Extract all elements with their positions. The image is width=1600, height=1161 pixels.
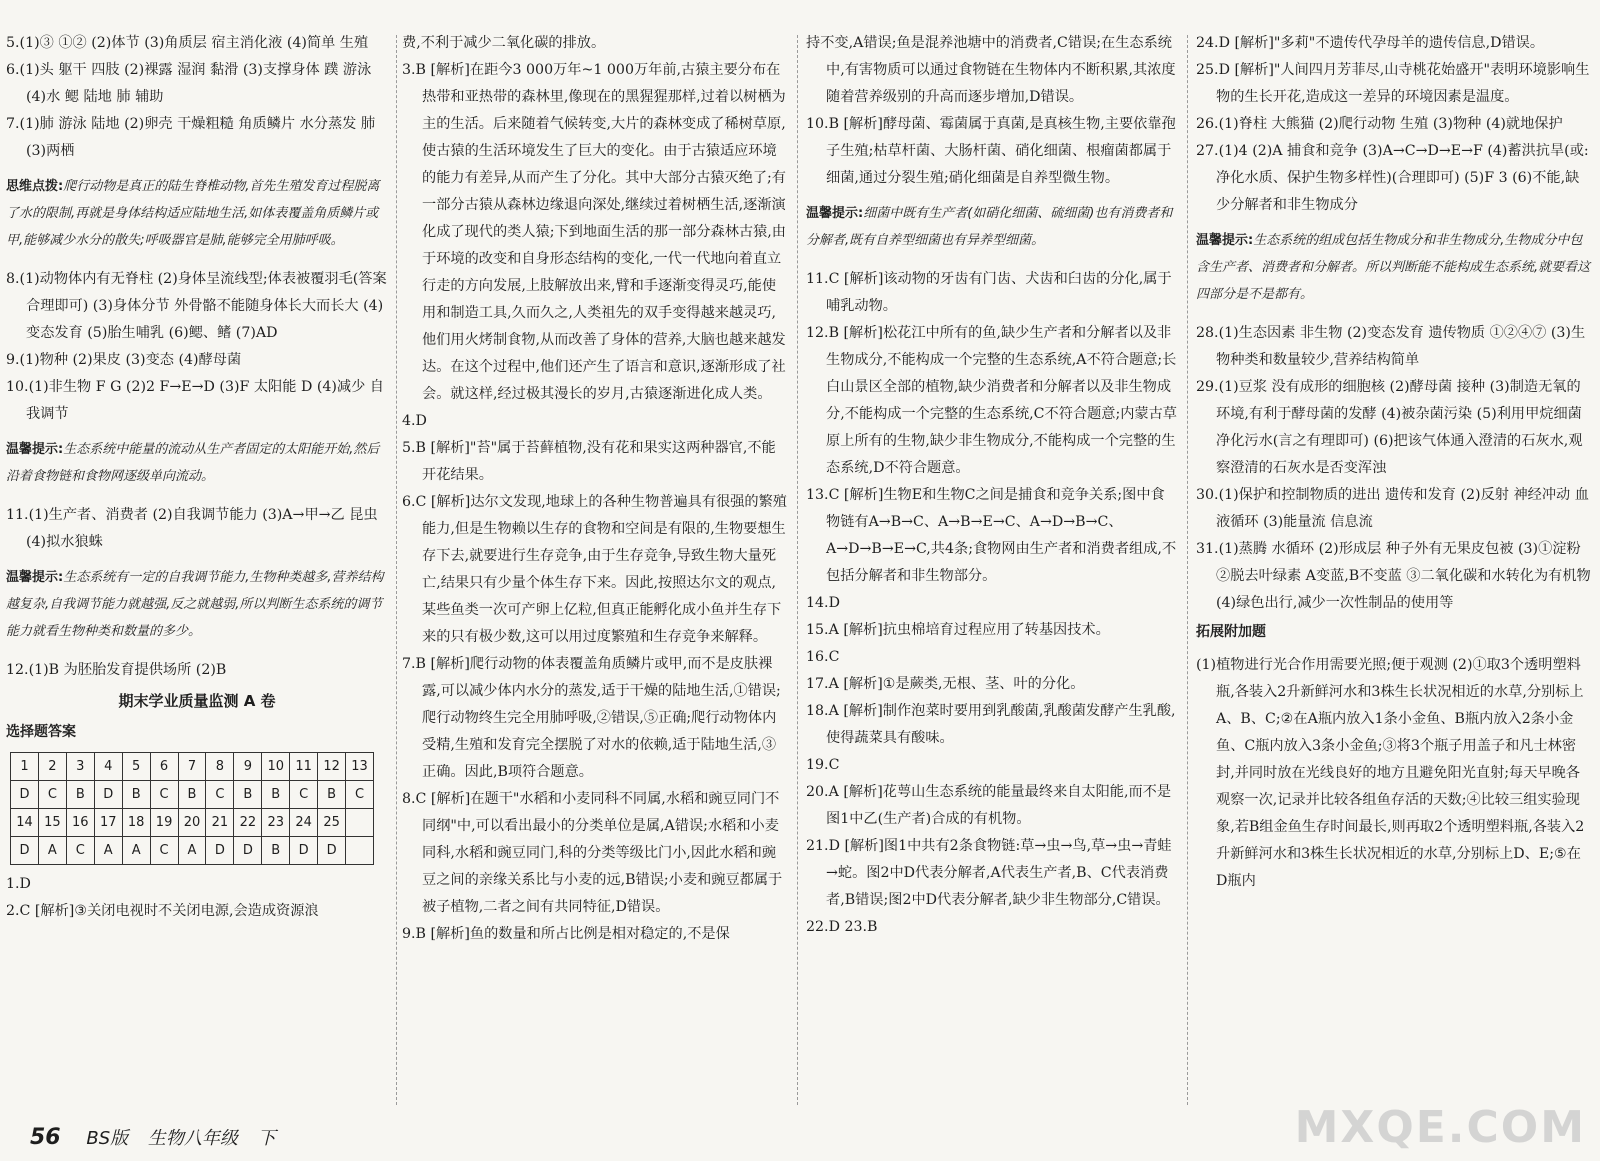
tip-text: 细菌中既有生产者(如硝化细菌、硫细菌)也有消费者和分解者,既有自养型细菌也有异养型细菌。	[806, 206, 1173, 248]
answer-item: 27.(1)4 (2)A 捕食和竞争 (3)A→C→D→E→F (4)蓄洪抗旱(或:净化水质、保护生物多样性)(合理即可) (5)F 3 (6)不能,缺少分解者和非生物成分	[1196, 143, 1589, 213]
answer-item: 费,不利于减少二氧化碳的排放。	[402, 35, 606, 51]
tip-box	[6, 564, 388, 645]
table-cell: 9	[234, 753, 262, 781]
table-cell: D	[290, 837, 318, 865]
table-cell: B	[122, 781, 150, 809]
tip-box	[806, 200, 1178, 254]
answer-column-3	[806, 30, 1178, 1105]
tip-label: 温馨提示:	[806, 206, 864, 221]
answer-item: (1)植物进行光合作用需要光照;便于观测 (2)①取3个透明塑料瓶,各装入2升新鲜河水和3株生长状况相近的水草,分别标上A、B、C;②在A瓶内放入1条小金鱼、B瓶内放入2条小金鱼、C瓶内放入3条小金鱼;③将3个瓶子用盖子和凡士林密封,并同时放在光线良好的地方且避免阳光直射;每天早晚各观察一次,记录并比较各组鱼存活的天数;④比较三组实验现象,若B组金鱼生存时间最长,则再取2个透明塑料瓶,各装入2升新鲜河水和3株生长状况相近的水草,分别标上D、E;⑤在D瓶内	[1196, 657, 1585, 889]
table-row	[11, 837, 374, 865]
answer-item: 19.C	[806, 757, 840, 773]
tip-label: 温馨提示:	[6, 570, 64, 585]
page-footer	[30, 1124, 290, 1150]
answer-item: 21.D [解析]图1中共有2条食物链:草→虫→鸟,草→虫→青蛙→蛇。图2中D代表分解者,A代表生产者,B、C代表消费者,B错误;图2中D代表分解者,缺少非生物部分,C错误。	[806, 838, 1172, 908]
answer-column-2	[402, 30, 788, 1105]
table-cell: 14	[11, 809, 39, 837]
table-cell: 12	[318, 753, 346, 781]
tip-box	[6, 173, 388, 254]
section-subtitle: 选择题答案	[6, 724, 76, 740]
table-cell: 19	[150, 809, 178, 837]
table-cell: 23	[262, 809, 290, 837]
answer-item: 4.D	[402, 413, 427, 429]
table-cell: D	[94, 781, 122, 809]
answer-item: 30.(1)保护和控制物质的进出 遗传和发育 (2)反射 神经冲动 血液循环 (3)能量流 信息流	[1196, 487, 1589, 530]
table-cell: 25	[318, 809, 346, 837]
table-cell: 16	[66, 809, 94, 837]
table-cell: A	[178, 837, 206, 865]
table-cell	[346, 837, 374, 865]
table-cell: 21	[206, 809, 234, 837]
answer-item: 6.C [解析]达尔文发现,地球上的各种生物普遍具有很强的繁殖能力,但是生物赖以生存的食物和空间是有限的,生物要想生存下去,就要进行生存竞争,由于生存竞争,导致生物大量死亡,结果只有少量个体生存下来。因此,按照达尔文的观点,某些鱼类一次可产卵上亿粒,但真正能孵化成小鱼并生存下来的只有极少数,这可以用过度繁殖和生存竞争来解释。	[402, 494, 787, 645]
column-divider	[1187, 35, 1188, 1105]
table-cell: D	[234, 837, 262, 865]
table-cell: 10	[262, 753, 290, 781]
table-row	[11, 809, 374, 837]
answer-item: 10.(1)非生物 F G (2)2 F→E→D (3)F 太阳能 D (4)减少 自我调节	[6, 379, 384, 422]
edition-label: BS版	[86, 1128, 129, 1149]
answer-item: 9.B [解析]鱼的数量和所占比例是相对稳定的,不是保	[402, 926, 730, 942]
answer-table	[10, 752, 374, 865]
table-cell: 6	[150, 753, 178, 781]
table-cell: B	[234, 781, 262, 809]
answer-item: 11.(1)生产者、消费者 (2)自我调节能力 (3)A→甲→乙 昆虫 (4)拟水狼蛛	[6, 507, 378, 550]
volume-label: 下	[257, 1128, 276, 1149]
answer-item: 29.(1)豆浆 没有成形的细胞核 (2)酵母菌 接种 (3)制造无氧的环境,有利于酵母菌的发酵 (4)被杂菌污染 (5)利用甲烷细菌净化污水(言之有理即可) (6)把该气体通入澄清的石灰水,观察澄清的石灰水是否变浑浊	[1196, 379, 1583, 476]
table-cell: 1	[11, 753, 39, 781]
tip-box	[1196, 227, 1592, 308]
table-cell: 24	[290, 809, 318, 837]
answer-item: 22.D 23.B	[806, 919, 878, 935]
table-cell: C	[150, 781, 178, 809]
table-cell: 5	[122, 753, 150, 781]
answer-item: 16.C	[806, 649, 840, 665]
tip-text: 生态系统有一定的自我调节能力,生物种类越多,营养结构越复杂,自我调节能力就越强,反之就越弱,所以判断生态系统的调节能力就看生物种类和数量的多少。	[6, 570, 384, 639]
column-divider	[396, 35, 397, 1105]
table-cell: C	[150, 837, 178, 865]
table-cell: D	[318, 837, 346, 865]
answer-column-4	[1196, 30, 1592, 1105]
table-cell	[346, 809, 374, 837]
answer-item: 12.B [解析]松花江中所有的鱼,缺少生产者和分解者以及非生物成分,不能构成一个完整的生态系统,A不符合题意;长白山景区全部的植物,缺少消费者和分解者以及非生物成分,不能构成一个完整的生态系统,C不符合题意;内蒙古草原上所有的生物,缺少非生物成分,不能构成一个完整的生态系统,D不符合题意。	[806, 325, 1177, 476]
table-cell: C	[206, 781, 234, 809]
subject-label: 生物八年级	[147, 1128, 238, 1149]
tip-label: 温馨提示:	[6, 442, 64, 457]
table-cell: B	[318, 781, 346, 809]
answer-item: 12.(1)B 为胚胎发育提供场所 (2)B	[6, 662, 227, 678]
table-cell: 17	[94, 809, 122, 837]
watermark: MXQE.COM	[1294, 1102, 1586, 1153]
answer-item: 2.C [解析]③关闭电视时不关闭电源,会造成资源浪	[6, 903, 319, 919]
table-cell: C	[38, 781, 66, 809]
section-title: 期末学业质量监测 A 卷	[118, 692, 276, 710]
answer-item: 8.C [解析]在题干"水稻和小麦同科不同属,水稻和豌豆同门不同纲"中,可以看出最小的分类单位是属,A错误;水稻和小麦同科,水稻和豌豆同门,科的分类等级比门小,因此水稻和豌豆之间的亲缘关系比与小麦的远,B错误;小麦和豌豆都属于被子植物,二者之间有共同特征,D错误。	[402, 791, 783, 915]
table-cell: 11	[290, 753, 318, 781]
table-cell: C	[290, 781, 318, 809]
tip-box	[6, 436, 388, 490]
table-cell: 4	[94, 753, 122, 781]
table-cell: D	[11, 781, 39, 809]
section-subtitle: 拓展附加题	[1196, 624, 1266, 640]
table-cell: 22	[234, 809, 262, 837]
table-cell: 13	[346, 753, 374, 781]
answer-item: 3.B [解析]在距今3 000万年~1 000万年前,古猿主要分布在热带和亚热带的森林里,像现在的黑猩猩那样,过着以树栖为主的生活。后来随着气候转变,大片的森林变成了稀树草原,使古猿的生活环境发生了巨大的变化。由于古猿适应环境的能力有差异,从而产生了分化。其中大部分古猿灭绝了;有一部分古猿从森林边缘退向深处,继续过着树栖生活,逐渐演化成了现代的类人猿;下到地面生活的那一部分森林古猿,由于环境的改变和自身形态结构的变化,一代一代地向着直立行走的方向发展,上肢解放出来,臂和手逐渐变得灵巧,能使用和制造工具,久而久之,人类祖先的双手变得越来越灵巧,他们用火烤制食物,从而改善了身体的营养,大脑也越来越发达。在这个过程中,他们还产生了语言和意识,逐渐形成了社会。就这样,经过极其漫长的岁月,古猿逐渐进化成人类。	[402, 62, 786, 402]
tip-text: 爬行动物是真正的陆生脊椎动物,首先生殖发育过程脱离了水的限制,再就是身体结构适应陆地生活,如体表覆盖角质鳞片或甲,能够减少水分的散失;呼吸器官是肺,能够完全用肺呼吸。	[6, 179, 380, 248]
answer-item: 13.C [解析]生物E和生物C之间是捕食和竞争关系;图中食物链有A→B→C、A→B→E→C、A→D→B→C、A→D→B→E→C,共4条;食物网由生产者和消费者组成,不包括分解者和非生物部分。	[806, 487, 1177, 584]
table-cell: B	[66, 781, 94, 809]
table-cell: C	[66, 837, 94, 865]
table-row	[11, 781, 374, 809]
table-cell: 3	[66, 753, 94, 781]
page-number: 56	[30, 1125, 61, 1150]
table-cell: 2	[38, 753, 66, 781]
answer-item: 持不变,A错误;鱼是混养池塘中的消费者,C错误;在生态系统中,有害物质可以通过食物链在生物体内不断积累,其浓度随着营养级别的升高而逐步增加,D错误。	[806, 35, 1176, 105]
table-cell: D	[206, 837, 234, 865]
table-cell: 7	[178, 753, 206, 781]
table-cell: B	[178, 781, 206, 809]
tip-label: 温馨提示:	[1196, 233, 1254, 248]
answer-item: 24.D [解析]"多莉"不遗传代孕母羊的遗传信息,D错误。	[1196, 35, 1545, 51]
answer-item: 26.(1)脊柱 大熊猫 (2)爬行动物 生殖 (3)物种 (4)就地保护	[1196, 116, 1563, 132]
table-cell: C	[346, 781, 374, 809]
answer-item: 7.B [解析]爬行动物的体表覆盖角质鳞片或甲,而不是皮肤裸露,可以减少体内水分的蒸发,适于干燥的陆地生活,①错误;爬行动物终生完全用肺呼吸,②错误,⑤正确;爬行动物体内受精,生殖和发育完全摆脱了对水的依赖,适于陆地生活,③正确。因此,B项符合题意。	[402, 656, 781, 780]
table-cell: A	[94, 837, 122, 865]
answer-item: 31.(1)蒸腾 水循环 (2)形成层 种子外有无果皮包被 (3)①淀粉 ②脱去叶绿素 A变蓝,B不变蓝 ③二氧化碳和水转化为有机物 (4)绿色出行,减少一次性制品的使用等	[1196, 541, 1591, 611]
table-cell: 15	[38, 809, 66, 837]
answer-item: 9.(1)物种 (2)果皮 (3)变态 (4)酵母菌	[6, 352, 242, 368]
answer-item: 20.A [解析]花萼山生态系统的能量最终来自太阳能,而不是图1中乙(生产者)合成的有机物。	[806, 784, 1172, 827]
answer-item: 7.(1)肺 游泳 陆地 (2)卵壳 干燥粗糙 角质鳞片 水分蒸发 肺 (3)两栖	[6, 116, 376, 159]
table-row	[11, 753, 374, 781]
tip-text: 生态系统的组成包括生物成分和非生物成分,生物成分中包含生产者、消费者和分解者。所以判断能不能构成生态系统,就要看这四部分是不是都有。	[1196, 233, 1591, 302]
table-cell: 18	[122, 809, 150, 837]
tip-label: 思维点拨:	[6, 179, 64, 194]
answer-item: 11.C [解析]该动物的牙齿有门齿、犬齿和臼齿的分化,属于哺乳动物。	[806, 271, 1172, 314]
answer-item: 17.A [解析]①是蕨类,无根、茎、叶的分化。	[806, 676, 1085, 692]
answer-item: 14.D	[806, 595, 840, 611]
answer-item: 8.(1)动物体内有无脊柱 (2)身体呈流线型;体表被覆羽毛(答案合理即可) (3)身体分节 外骨骼不能随身体长大而长大 (4)变态发育 (5)胎生哺乳 (6)鳃、鳍 (7)AD	[6, 271, 387, 341]
answer-item: 6.(1)头 躯干 四肢 (2)裸露 湿润 黏滑 (3)支撑身体 蹼 游泳 (4)水 鳃 陆地 肺 辅助	[6, 62, 372, 105]
answer-item: 28.(1)生态因素 非生物 (2)变态发育 遗传物质 ①②④⑦ (3)生物种类和数量较少,营养结构简单	[1196, 325, 1586, 368]
table-cell: 8	[206, 753, 234, 781]
table-cell: A	[38, 837, 66, 865]
answer-item: 18.A [解析]制作泡菜时要用到乳酸菌,乳酸菌发酵产生乳酸,使得蔬菜具有酸味。	[806, 703, 1176, 746]
table-cell: D	[11, 837, 39, 865]
table-cell: A	[122, 837, 150, 865]
answer-item: 5.B [解析]"苔"属于苔藓植物,没有花和果实这两种器官,不能开花结果。	[402, 440, 776, 483]
answer-column-1	[6, 30, 388, 1105]
table-cell: B	[262, 837, 290, 865]
table-cell: B	[262, 781, 290, 809]
tip-text: 生态系统中能量的流动从生产者固定的太阳能开始,然后沿着食物链和食物网逐级单向流动。	[6, 442, 380, 484]
answer-item: 5.(1)③ ①② (2)体节 (3)角质层 宿主消化液 (4)简单 生殖	[6, 35, 369, 51]
table-cell: 20	[178, 809, 206, 837]
answer-item: 15.A [解析]抗虫棉培育过程应用了转基因技术。	[806, 622, 1110, 638]
column-divider	[797, 35, 798, 1105]
answer-item: 25.D [解析]"人间四月芳菲尽,山寺桃花始盛开"表明环境影响生物的生长开花,造成这一差异的环境因素是温度。	[1196, 62, 1590, 105]
answer-item: 1.D	[6, 876, 31, 892]
answer-item: 10.B [解析]酵母菌、霉菌属于真菌,是真核生物,主要依靠孢子生殖;枯草杆菌、大肠杆菌、硝化细菌、根瘤菌都属于细菌,通过分裂生殖;硝化细菌是自养型微生物。	[806, 116, 1176, 186]
